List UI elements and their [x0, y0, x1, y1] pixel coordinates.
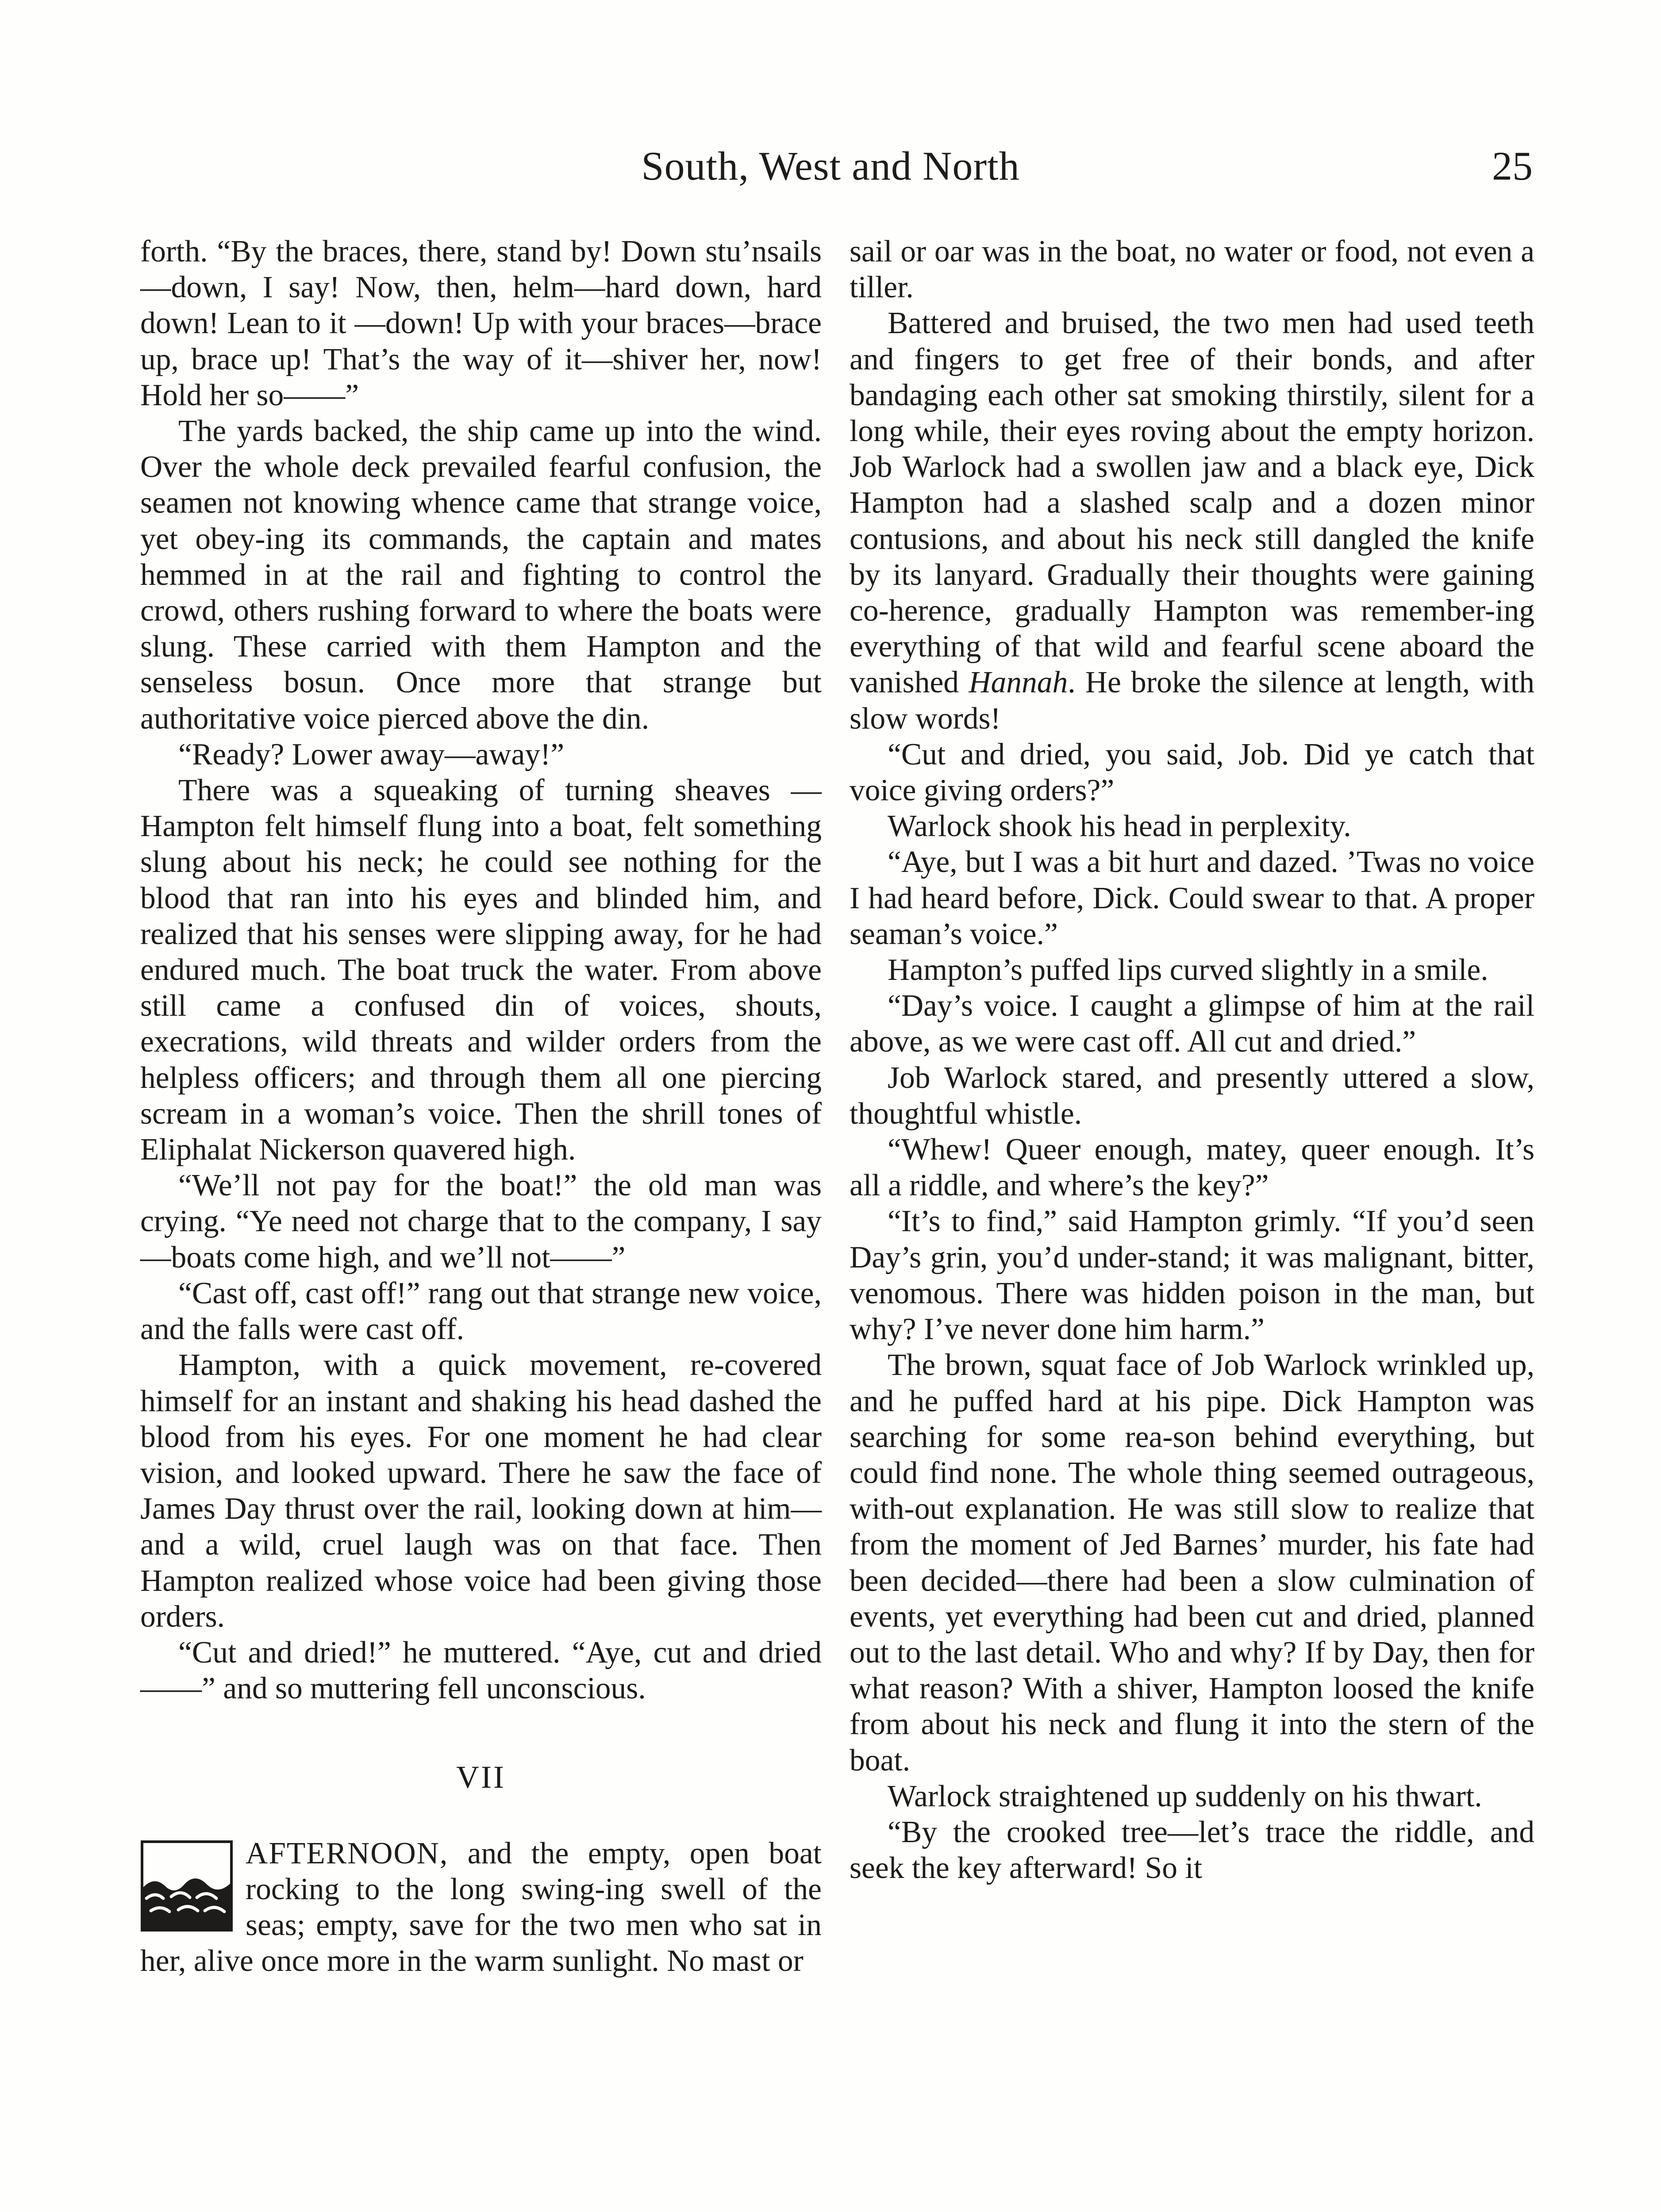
- dropcap-text: and the empty, open boat rocking to the long swing-ing swell of the seas; empty, save for the two men who sat in her, alive once more in the warm sunlight. No mast or: [140, 1836, 822, 1978]
- paragraph: Warlock straightened up suddenly on his thwart.: [888, 1779, 1482, 1813]
- paragraph: Warlock shook his head in perplexity.: [888, 809, 1351, 844]
- paragraph: “Ready? Lower away—away!”: [178, 737, 565, 772]
- paragraph: Job Warlock stared, and presently uttered a slow, thoughtful whistle.: [850, 1060, 1534, 1131]
- page-number: 25: [1492, 143, 1533, 188]
- ship-name: Hannah: [969, 665, 1068, 700]
- paragraph: “By the crooked tree—let’s trace the riddle, and seek the key afterward! So it: [850, 1815, 1534, 1886]
- paragraph: Hampton’s puffed lips curved slightly in a smile.: [888, 953, 1488, 987]
- left-column: [140, 234, 822, 1979]
- paragraph: The brown, squat face of Job Warlock wrinkled up, and he puffed hard at his pipe. Dick Hampton was searching for some rea-son behind everything, but could find none. The whole thing seemed outrageous, with-out explanation. He was still slow to realize that from the moment of Jed Barnes’ murder, his fate had been decided—there had been a slow culmination of events, yet everything had been cut and dried, planned out to the last detail. Who and why? If by Day, then for what reason? With a shiver, Hampton loosed the knife from about his neck and flung it into the stern of the boat.: [850, 1348, 1534, 1778]
- paragraph: forth. “By the braces, there, stand by! Down stu’nsails—down, I say! Now, then, helm—hard down, hard down! Lean to it —down! Up with your braces—brace up, brace up! That’s the way of it—shiver her, now! Hold her so——”: [140, 234, 822, 412]
- running-title: South, West and North: [641, 143, 1020, 188]
- paragraph: “Cast off, cast off!” rang out that strange new voice, and the falls were cast off.: [140, 1276, 822, 1347]
- paragraph: “Cut and dried!” he muttered. “Aye, cut and dried——” and so muttering fell unconscious.: [140, 1635, 822, 1706]
- paragraph: “Whew! Queer enough, matey, queer enough. It’s all a riddle, and where’s the key?”: [850, 1133, 1534, 1203]
- paragraph: “It’s to find,” said Hampton grimly. “If you’d seen Day’s grin, you’d under-stand; it was malignant, bitter, venomous. There was hidden poison in the man, but why? I’ve never done him harm.”: [850, 1204, 1534, 1347]
- section-heading: VII: [456, 1759, 506, 1795]
- paragraph: sail or oar was in the boat, no water or food, not even a tiller.: [850, 234, 1534, 305]
- paragraph: Battered and bruised, the two men had used teeth and fingers to get free of their bonds, and after bandaging each other sat smoking thirstily, silent for a long while, their eyes roving about the empty horizon. Job Warlock had a swollen jaw and a black eye, Dick Hampton had a slashed scalp and a dozen minor contusions, and about his neck still dangled the knife by its lanyard. Gradually their thoughts were gaining co-herence, gradually Hampton was remember-ing everything of that wild and fearful scene aboard the vanished Hannah. He broke the silence at length, with slow words!: [850, 306, 1534, 736]
- running-head: [0, 133, 1661, 199]
- paragraph: “Cut and dried, you said, Job. Did ye catch that voice giving orders?”: [850, 737, 1534, 808]
- dropcap-paragraph: [140, 1836, 822, 1979]
- paragraph: There was a squeaking of turning sheaves —Hampton felt himself flung into a boat, felt something slung about his neck; he could see nothing for the blood that ran into his eyes and blinded him, and realized that his senses were slipping away, for he had endured much. The boat truck the water. From above still came a confused din of voices, shouts, execrations, wild threats and wilder orders from the helpless officers; and through them all one piercing scream in a woman’s voice. Then the shrill tones of Eliphalat Nickerson quavered high.: [140, 773, 822, 1167]
- right-column: [850, 234, 1534, 1886]
- paragraph: Hampton, with a quick movement, re-covered himself for an instant and shaking his head dashed the blood from his eyes. For one moment he had clear vision, and looked upward. There he saw the face of James Day thrust over the rail, looking down at him—and a wild, cruel laugh was on that face. Then Hampton realized whose voice had been giving those orders.: [140, 1348, 822, 1634]
- paragraph: “We’ll not pay for the boat!” the old man was crying. “Ye need not charge that to the company, I say—boats come high, and we’ll not——”: [140, 1168, 822, 1275]
- paragraph: “Day’s voice. I caught a glimpse of him at the rail above, as we were cast off. All cut and dried.”: [850, 989, 1534, 1059]
- paragraph: “Aye, but I was a bit hurt and dazed. ’Twas no voice I had heard before, Dick. Could swear to that. A proper seaman’s voice.”: [850, 845, 1534, 951]
- paragraph: The yards backed, the ship came up into the wind. Over the whole deck prevailed fearful confusion, the seamen not knowing whence came that strange voice, yet obey-ing its commands, the captain and mates hemmed in at the rail and fighting to control the crowd, others rushing forward to where the boats were slung. These carried with them Hampton and the senseless bosun. Once more that strange but authoritative voice pierced above the din.: [140, 414, 822, 736]
- wave-ornament-icon: [140, 1840, 233, 1932]
- dropcap-first-word: AFTERNOON,: [246, 1836, 449, 1870]
